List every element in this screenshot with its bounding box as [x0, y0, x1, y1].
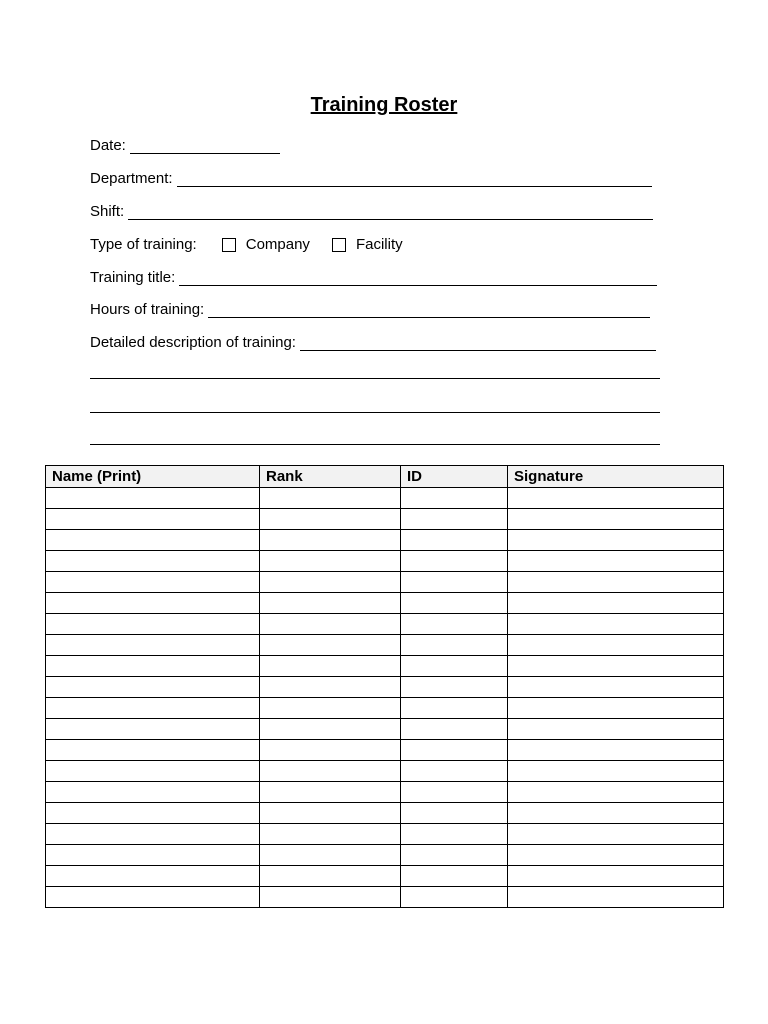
table-row	[46, 551, 724, 572]
description-line-4[interactable]	[90, 444, 660, 445]
name-cell[interactable]	[46, 719, 260, 740]
id-cell[interactable]	[401, 488, 508, 509]
id-cell[interactable]	[401, 887, 508, 908]
rank-cell[interactable]	[260, 740, 401, 761]
rank-cell[interactable]	[260, 866, 401, 887]
type-of-training-label: Type of training:	[90, 236, 197, 253]
signature-cell[interactable]	[508, 887, 724, 908]
signature-cell[interactable]	[508, 593, 724, 614]
signature-cell[interactable]	[508, 572, 724, 593]
header-rank: Rank	[260, 466, 401, 488]
table-row	[46, 719, 724, 740]
table-row	[46, 782, 724, 803]
rank-cell[interactable]	[260, 698, 401, 719]
signature-cell[interactable]	[508, 782, 724, 803]
signature-cell[interactable]	[508, 551, 724, 572]
name-cell[interactable]	[46, 572, 260, 593]
name-cell[interactable]	[46, 656, 260, 677]
description-input-line[interactable]	[300, 334, 656, 351]
signature-cell[interactable]	[508, 509, 724, 530]
type-of-training-field	[90, 231, 403, 253]
signature-cell[interactable]	[508, 488, 724, 509]
header-name-print: Name (Print)	[46, 466, 260, 488]
rank-cell[interactable]	[260, 572, 401, 593]
signature-cell[interactable]	[508, 698, 724, 719]
rank-cell[interactable]	[260, 719, 401, 740]
table-row	[46, 488, 724, 509]
name-cell[interactable]	[46, 551, 260, 572]
id-cell[interactable]	[401, 530, 508, 551]
signature-cell[interactable]	[508, 803, 724, 824]
header-id: ID	[401, 466, 508, 488]
hours-input-line[interactable]	[208, 301, 650, 318]
signature-cell[interactable]	[508, 845, 724, 866]
signature-cell[interactable]	[508, 866, 724, 887]
id-cell[interactable]	[401, 572, 508, 593]
signature-cell[interactable]	[508, 656, 724, 677]
name-cell[interactable]	[46, 782, 260, 803]
rank-cell[interactable]	[260, 887, 401, 908]
signature-cell[interactable]	[508, 719, 724, 740]
name-cell[interactable]	[46, 803, 260, 824]
rank-cell[interactable]	[260, 803, 401, 824]
facility-option[interactable]	[332, 236, 403, 253]
id-cell[interactable]	[401, 740, 508, 761]
rank-cell[interactable]	[260, 761, 401, 782]
training-title-input-line[interactable]	[179, 269, 657, 286]
id-cell[interactable]	[401, 656, 508, 677]
rank-cell[interactable]	[260, 614, 401, 635]
id-cell[interactable]	[401, 719, 508, 740]
table-header-row	[46, 466, 724, 488]
table-row	[46, 656, 724, 677]
signature-cell[interactable]	[508, 677, 724, 698]
description-line-2[interactable]	[90, 378, 660, 379]
signature-cell[interactable]	[508, 824, 724, 845]
table-row	[46, 887, 724, 908]
table-row	[46, 761, 724, 782]
id-cell[interactable]	[401, 761, 508, 782]
table-row	[46, 698, 724, 719]
signature-cell[interactable]	[508, 761, 724, 782]
id-cell[interactable]	[401, 677, 508, 698]
hours-label: Hours of training:	[90, 301, 205, 318]
name-cell[interactable]	[46, 866, 260, 887]
rank-cell[interactable]	[260, 677, 401, 698]
rank-cell[interactable]	[260, 530, 401, 551]
table-row	[46, 635, 724, 656]
description-label: Detailed description of training:	[90, 334, 296, 351]
name-cell[interactable]	[46, 593, 260, 614]
name-cell[interactable]	[46, 740, 260, 761]
rank-cell[interactable]	[260, 551, 401, 572]
table-row	[46, 824, 724, 845]
department-input-line[interactable]	[177, 170, 652, 187]
header-signature: Signature	[508, 466, 724, 488]
table-row	[46, 530, 724, 551]
shift-input-line[interactable]	[128, 203, 653, 220]
id-cell[interactable]	[401, 551, 508, 572]
name-cell[interactable]	[46, 530, 260, 551]
table-row	[46, 740, 724, 761]
department-field	[90, 165, 652, 187]
signature-cell[interactable]	[508, 740, 724, 761]
table-row	[46, 614, 724, 635]
name-cell[interactable]	[46, 635, 260, 656]
rank-cell[interactable]	[260, 824, 401, 845]
id-cell[interactable]	[401, 803, 508, 824]
table-row	[46, 509, 724, 530]
id-cell[interactable]	[401, 614, 508, 635]
signature-cell[interactable]	[508, 635, 724, 656]
rank-cell[interactable]	[260, 509, 401, 530]
facility-checkbox[interactable]	[332, 238, 346, 252]
id-cell[interactable]	[401, 866, 508, 887]
name-cell[interactable]	[46, 614, 260, 635]
name-cell[interactable]	[46, 677, 260, 698]
rank-cell[interactable]	[260, 656, 401, 677]
table-row	[46, 677, 724, 698]
name-cell[interactable]	[46, 698, 260, 719]
table-row	[46, 866, 724, 887]
company-option-label: Company	[245, 236, 310, 253]
training-title-label: Training title:	[90, 269, 176, 286]
name-cell[interactable]	[46, 824, 260, 845]
signature-cell[interactable]	[508, 614, 724, 635]
description-line-3[interactable]	[90, 412, 660, 413]
signature-cell[interactable]	[508, 530, 724, 551]
table-row	[46, 803, 724, 824]
id-cell[interactable]	[401, 845, 508, 866]
hours-field	[90, 296, 650, 318]
name-cell[interactable]	[46, 488, 260, 509]
company-checkbox[interactable]	[222, 238, 236, 252]
roster-table	[45, 465, 724, 908]
name-cell[interactable]	[46, 509, 260, 530]
shift-label: Shift:	[90, 203, 125, 220]
shift-field	[90, 198, 653, 220]
name-cell[interactable]	[46, 761, 260, 782]
rank-cell[interactable]	[260, 635, 401, 656]
table-row	[46, 572, 724, 593]
id-cell[interactable]	[401, 782, 508, 803]
date-field	[90, 132, 280, 154]
id-cell[interactable]	[401, 635, 508, 656]
name-cell[interactable]	[46, 887, 260, 908]
table-row	[46, 593, 724, 614]
date-input-line[interactable]	[130, 137, 280, 154]
id-cell[interactable]	[401, 698, 508, 719]
rank-cell[interactable]	[260, 782, 401, 803]
date-label: Date:	[90, 137, 126, 154]
rank-cell[interactable]	[260, 845, 401, 866]
description-field	[90, 329, 656, 351]
training-title-field	[90, 264, 657, 286]
rank-cell[interactable]	[260, 488, 401, 509]
page-title: Training Roster	[310, 94, 458, 116]
id-cell[interactable]	[401, 824, 508, 845]
company-option[interactable]	[222, 236, 310, 253]
id-cell[interactable]	[401, 509, 508, 530]
roster-body	[46, 488, 724, 908]
rank-cell[interactable]	[260, 593, 401, 614]
id-cell[interactable]	[401, 593, 508, 614]
table-row	[46, 845, 724, 866]
facility-option-label: Facility	[355, 236, 403, 253]
department-label: Department:	[90, 170, 173, 187]
name-cell[interactable]	[46, 845, 260, 866]
